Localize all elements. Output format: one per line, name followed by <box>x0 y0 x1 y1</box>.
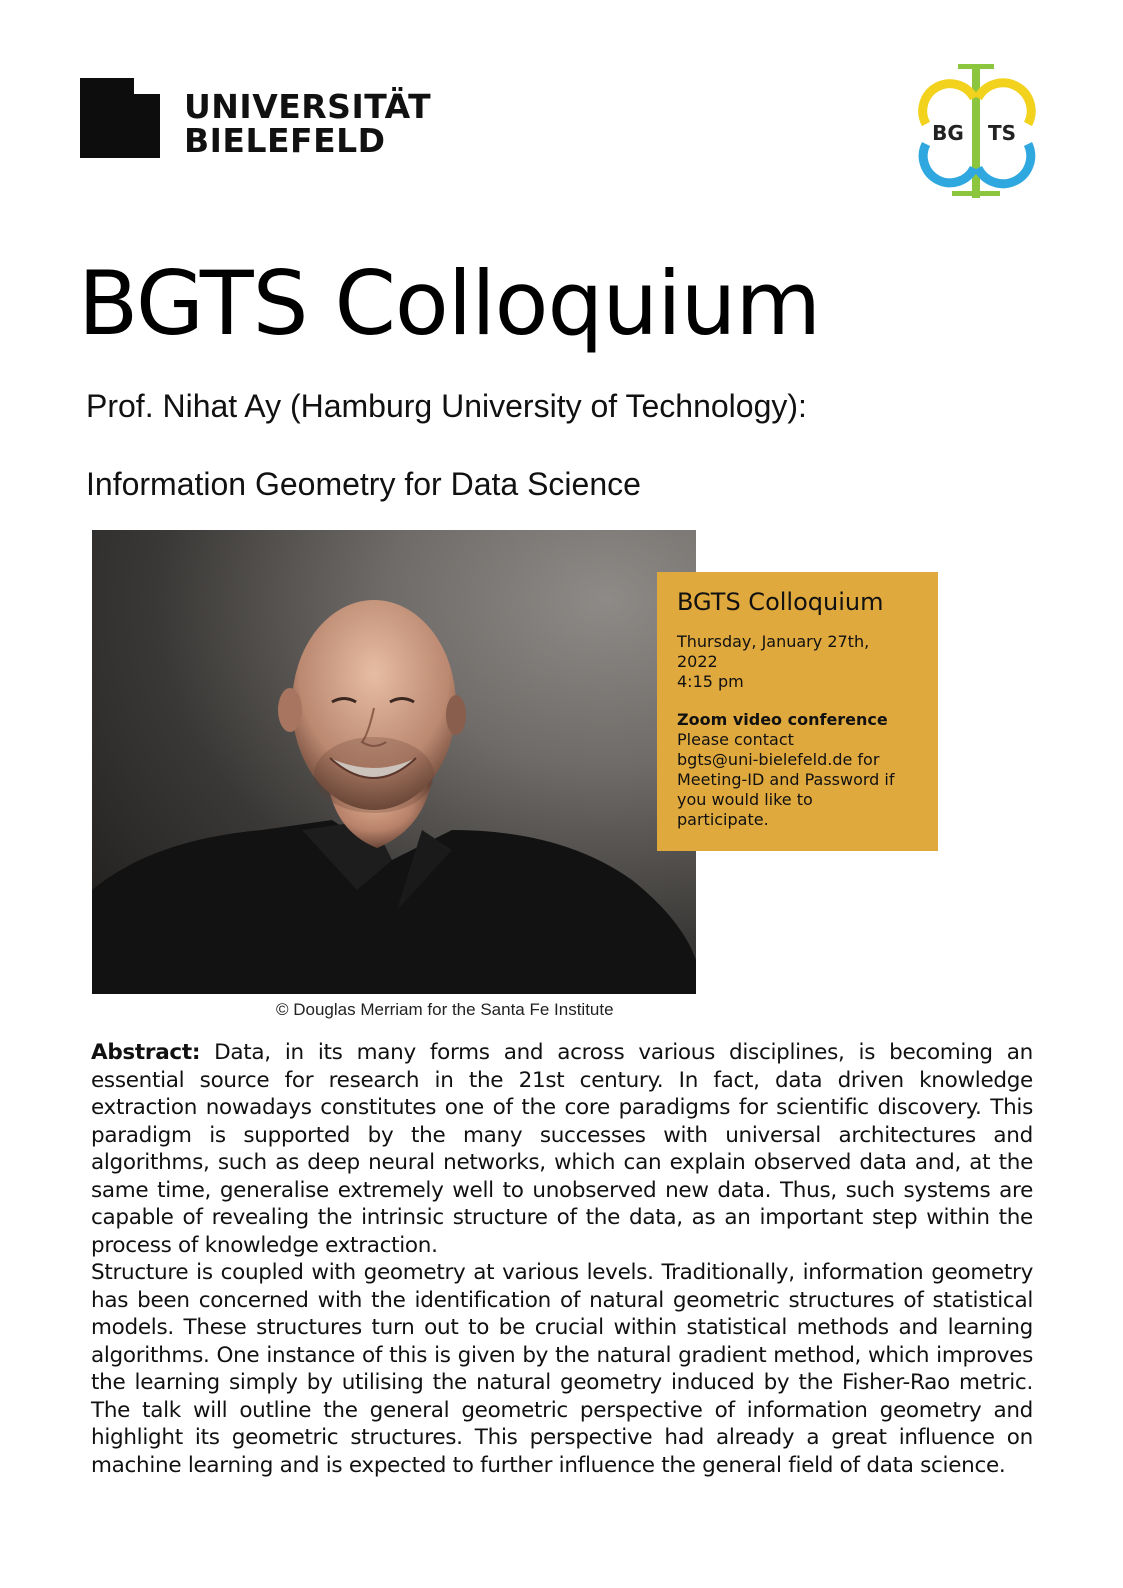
abstract-label: Abstract: <box>91 1040 201 1065</box>
photo-credit: © Douglas Merriam for the Santa Fe Institute <box>276 1000 614 1019</box>
speaker-portrait-icon <box>92 530 696 994</box>
abstract-paragraph-1 <box>91 1039 1033 1259</box>
contact-line4: you would like to <box>677 790 813 809</box>
event-date-line2: 2022 <box>677 652 718 671</box>
university-mark-icon <box>80 78 160 158</box>
university-logo <box>80 78 432 162</box>
bgts-logo-text-right: TS <box>987 121 1017 145</box>
info-box-title: BGTS Colloquium <box>677 588 884 616</box>
event-time: 4:15 pm <box>677 672 744 691</box>
abstract-text-1: Data, in its many forms and across various disciplines, is becoming an essential source for research in the 21st century. In fact, data driven knowledge extraction nowadays constitutes one of the core paradigms for scientific discovery. This paradigm is supported by the many successes with universal architectures and algorithms, such as deep neural networks, which can explain observed data and, at the same time, generalise extremely well to unobserved new data. Thus, such systems are capable of revealing the intrinsic structure of the data, as an important step within the process of knowledge extraction. <box>91 1040 1034 1258</box>
contact-line2: bgts@uni-bielefeld.de for <box>677 750 880 769</box>
bgts-emblem-icon <box>912 60 1042 202</box>
contact-line3: Meeting-ID and Password if <box>677 770 895 789</box>
page-title: BGTS Colloquium <box>78 252 821 355</box>
university-name <box>184 87 432 160</box>
event-venue: Zoom video conference <box>677 710 888 729</box>
event-info-box <box>657 572 938 851</box>
event-date-line1: Thursday, January 27th, <box>677 632 870 651</box>
contact-line5: participate. <box>677 810 769 829</box>
bgts-logo <box>912 60 1042 202</box>
speaker-photo <box>92 530 696 994</box>
university-name-line2: BIELEFELD <box>184 121 386 160</box>
abstract-paragraph-2: Structure is coupled with geometry at various levels. Traditionally, information geometry has been concerned with the identification of natural geometric structures of statistical models. These structures turn out to be crucial within statistical methods and learning algorithms. One instance of this is given by the natural gradient method, which improves the learning simply by utilising the natural geometry induced by the Fisher-Rao metric. The talk will outline the general geometric perspective of information geometry and highlight its geometric structures. This perspective had already a great influence on machine learning and is expected to further influence the general field of data science. <box>91 1260 1033 1478</box>
speaker-line: Prof. Nihat Ay (Hamburg University of Technology): <box>86 388 807 424</box>
university-name-line1: UNIVERSITÄT <box>184 87 432 126</box>
bgts-logo-text-left: BG <box>932 121 964 145</box>
abstract-section <box>91 1039 1033 1479</box>
contact-line1: Please contact <box>677 730 794 749</box>
talk-title: Information Geometry for Data Science <box>86 466 641 502</box>
